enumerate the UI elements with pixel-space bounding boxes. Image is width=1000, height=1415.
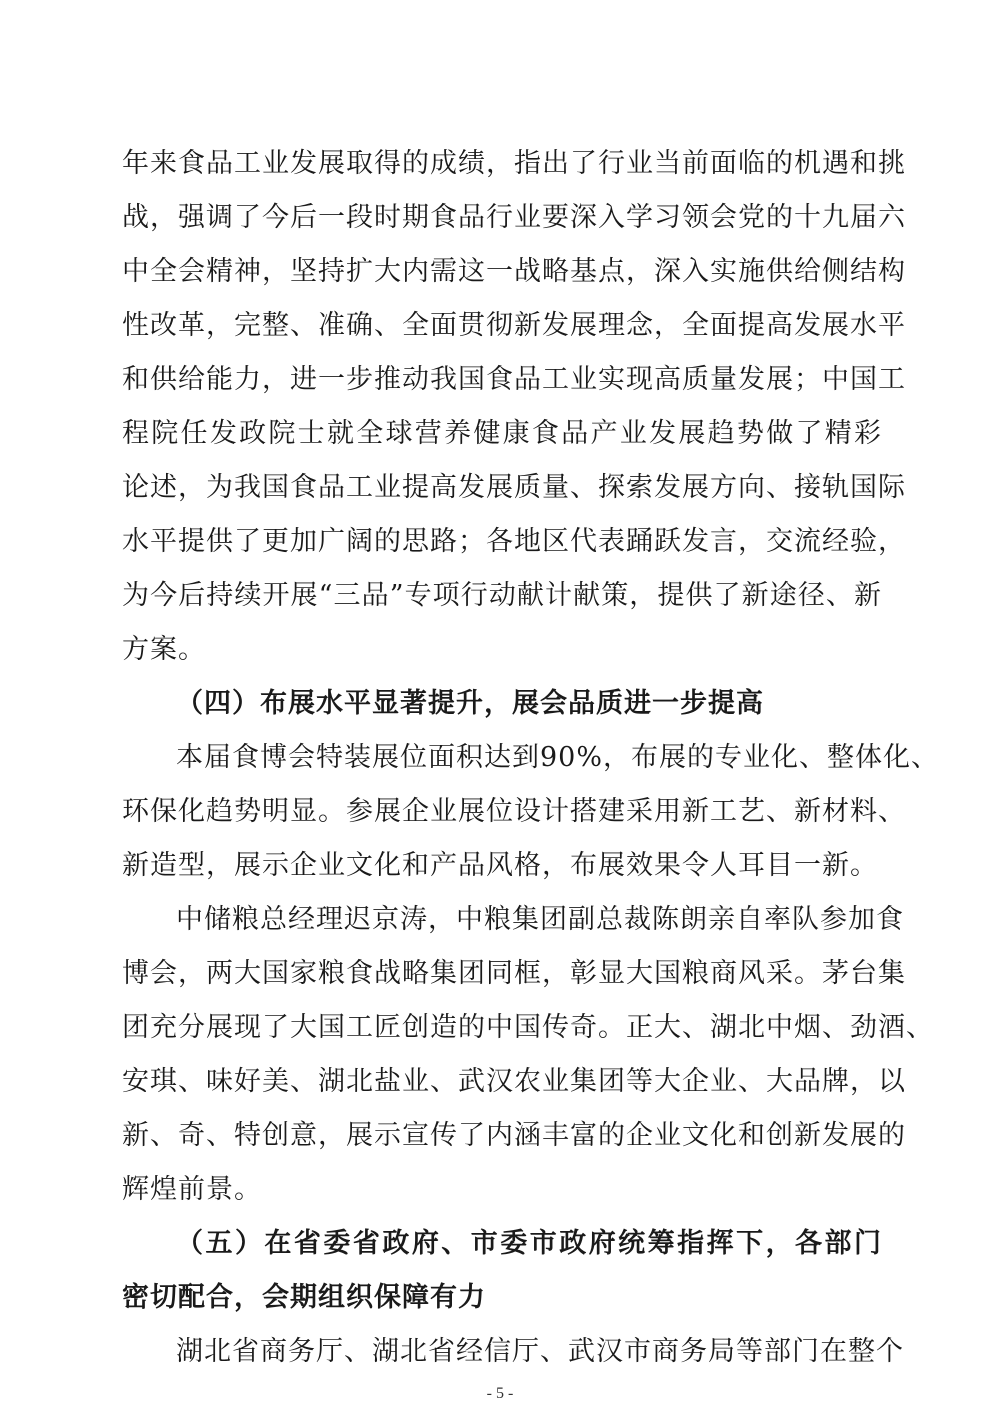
paragraph-line: 性改革，完整、准确、全面贯彻新发展理念，全面提高发展水平 bbox=[122, 310, 906, 341]
paragraph-line: 和供给能力，进一步推动我国食品工业实现高质量发展；中国工 bbox=[122, 364, 906, 395]
paragraph-line: 战，强调了今后一段时期食品行业要深入学习领会党的十九届六 bbox=[122, 202, 906, 233]
paragraph-line: 团充分展现了大国工匠创造的中国传奇。正大、湖北中烟、劲酒、 bbox=[122, 1012, 934, 1043]
paragraph-line: 新造型，展示企业文化和产品风格，布展效果令人耳目一新。 bbox=[122, 850, 878, 881]
paragraph-line: 中全会精神，坚持扩大内需这一战略基点，深入实施供给侧结构 bbox=[122, 256, 906, 287]
section-heading-4: （四）布展水平显著提升，展会品质进一步提高 bbox=[176, 688, 764, 719]
paragraph-line: 论述，为我国食品工业提高发展质量、探索发展方向、接轨国际 bbox=[122, 472, 906, 503]
paragraph-line: 年来食品工业发展取得的成绩，指出了行业当前面临的机遇和挑 bbox=[122, 148, 906, 179]
paragraph-line: 方案。 bbox=[122, 634, 206, 665]
paragraph-line: 安琪、味好美、湖北盐业、武汉农业集团等大企业、大品牌，以 bbox=[122, 1066, 906, 1097]
paragraph-line: 新、奇、特创意，展示宣传了内涵丰富的企业文化和创新发展的 bbox=[122, 1120, 906, 1151]
paragraph-line: 博会，两大国家粮食战略集团同框，彰显大国粮商风采。茅台集 bbox=[122, 958, 906, 989]
paragraph-line: 程院任发政院士就全球营养健康食品产业发展趋势做了精彩 bbox=[122, 418, 882, 449]
section-heading-5: （五）在省委省政府、市委市政府统筹指挥下，各部门 bbox=[176, 1228, 882, 1259]
paragraph-line: 本届食博会特装展位面积达到90%，布展的专业化、整体化、 bbox=[176, 742, 940, 773]
paragraph-line: 湖北省商务厅、湖北省经信厅、武汉市商务局等部门在整个 bbox=[176, 1336, 904, 1367]
paragraph-line: 环保化趋势明显。参展企业展位设计搭建采用新工艺、新材料、 bbox=[122, 796, 906, 827]
paragraph-line: 为今后持续开展“三品”专项行动献计献策，提供了新途径、新 bbox=[122, 580, 882, 611]
paragraph-line: 中储粮总经理迟京涛，中粮集团副总裁陈朗亲自率队参加食 bbox=[176, 904, 904, 935]
paragraph-line: 辉煌前景。 bbox=[122, 1174, 262, 1205]
section-heading-5-cont: 密切配合，会期组织保障有力 bbox=[122, 1282, 486, 1313]
paragraph-line: 水平提供了更加广阔的思路；各地区代表踊跃发言，交流经验， bbox=[122, 526, 906, 557]
page-number: - 5 - bbox=[486, 1385, 514, 1402]
